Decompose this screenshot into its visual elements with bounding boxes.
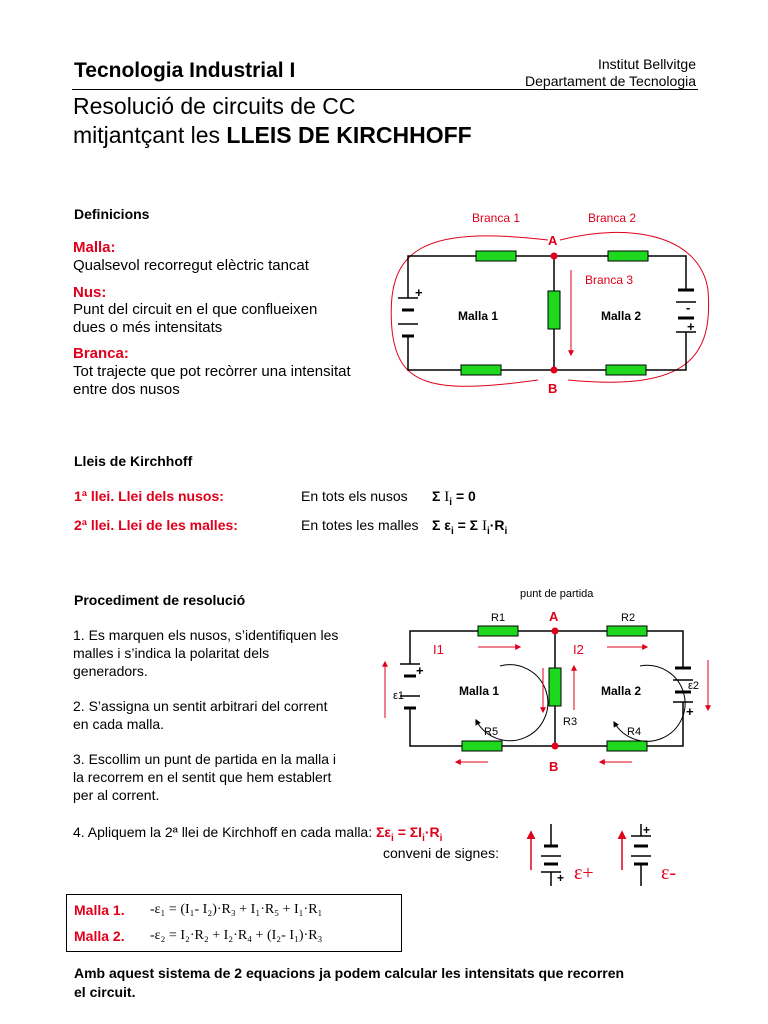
resistor-bottom-right [606, 365, 646, 375]
malla2-label-2: Malla 2 [601, 684, 642, 698]
battery-left-plus: + [415, 285, 423, 300]
node-b2-label: B [549, 759, 559, 774]
def-nus-1: Punt del circuit en el que conflueixen [73, 301, 318, 318]
conclusion-line1: Amb aquest sistema de 2 equacions ja podem calcular les intensitats que recorren [74, 965, 625, 981]
e1-plus: + [416, 663, 424, 678]
e2-label: ε2 [688, 680, 700, 692]
step3-line1: 3. Escollim un punt de partida en la malla i [73, 751, 337, 767]
wire-loop [408, 256, 686, 298]
subtitle-prefix: mitjantçant les [73, 122, 227, 148]
header-rule [72, 89, 698, 90]
resistor-top-left [476, 251, 516, 261]
node-a-label: A [548, 233, 558, 248]
r3-label: R3 [563, 716, 578, 728]
malla2-equation: -ε₂ = I₂·R₂ + I₂·R₄ + (I₂- I₁)·R₃ [150, 928, 323, 943]
step2-line2: en cada malla. [73, 716, 165, 732]
circuit-diagram-procedure [370, 584, 720, 780]
def-malla: Qualsevol recorregut elèctric tancat [73, 257, 309, 274]
sign-convention-diagram [515, 820, 715, 890]
eps-minus-battery-plus: + [643, 823, 651, 837]
procedure-heading: Procediment de resolució [74, 592, 246, 608]
def-nus-2: dues o més intensitats [73, 319, 223, 336]
laws-heading: Lleis de Kirchhoff [74, 453, 193, 469]
step1-line3: generadors. [73, 663, 148, 679]
subtitle-line2 [73, 121, 472, 150]
step4-line: 4. Apliquem la 2ª llei de Kirchhoff en cada malla: $\Sigma\varepsilon_i = \Sigma I_i\cdot R_i$ [73, 824, 443, 844]
malla2-eq-label: Malla 2. [74, 928, 125, 944]
conclusion-line2: el circuit. [74, 984, 136, 1000]
r2-label: R2 [621, 612, 636, 624]
node-a-dot [551, 253, 558, 260]
term-nus: Nus: [73, 284, 107, 301]
step1-line1: 1. Es marquen els nusos, s’identifiquen les [73, 627, 339, 643]
eps-plus-battery-plus: + [557, 871, 565, 885]
r4-label: R4 [627, 726, 642, 738]
e1-label: ε1 [393, 690, 405, 702]
node-b-dot [551, 367, 558, 374]
resistor-r3 [549, 668, 561, 706]
wire-loop-bottom [408, 332, 686, 370]
law2-text: En totes les malles [301, 517, 419, 533]
malla1-eq-label: Malla 1. [74, 902, 125, 918]
sign-convention-label: conveni de signes: [383, 845, 499, 861]
resistor-r2 [607, 626, 647, 636]
doc-title: Tecnologia Industrial I [74, 59, 296, 82]
e2-plus: + [686, 704, 694, 719]
start-point-label: punt de partida [520, 588, 594, 600]
law1-text: En tots els nusos [301, 488, 408, 504]
step3-line3: per al corrent. [73, 787, 160, 803]
resistor-middle [548, 291, 560, 329]
resistor-r1 [478, 626, 518, 636]
step1-line2: malles i s’indica la polaritat dels [73, 645, 270, 661]
malla2-label: Malla 2 [601, 309, 642, 323]
law2-formula: Σ $\varepsilon_i = \Sigma$ $I_i\cdot R_i$ [432, 517, 508, 537]
node-b-label: B [548, 381, 558, 396]
battery-right-plus: + [687, 319, 695, 334]
eps-plus-label: ε+ [574, 862, 594, 884]
step2-line1: 2. S’assigna un sentit arbitrari del corrent [73, 698, 328, 714]
malla1-label: Malla 1 [458, 309, 499, 323]
malla1-label-2: Malla 1 [459, 684, 500, 698]
definitions-heading: Definicions [74, 206, 150, 222]
law1-formula: Σ $I_i = 0$ [432, 488, 476, 508]
def-branca-1: Tot trajecte que pot recòrrer una intensitat [73, 363, 351, 380]
r1-label: R1 [491, 612, 506, 624]
term-branca: Branca: [73, 345, 129, 362]
branca2-label: Branca 2 [588, 211, 637, 225]
mesh2-loop-arrow [614, 665, 685, 741]
r5-label: R5 [484, 726, 499, 738]
law1-name: 1ª llei. Llei dels nusos: [74, 488, 224, 504]
circuit-diagram-definitions [380, 205, 720, 405]
department-name: Departament de Tecnologia [525, 73, 696, 89]
step3-line2: la recorrem en el sentit que hem establert [73, 769, 332, 785]
malla1-equation: -ε₁ = (I₁- I₂)·R₃ + I₁·R₅ + I₁·R₁ [150, 902, 323, 917]
resistor-r4 [607, 741, 647, 751]
i1-label: I1 [433, 642, 444, 657]
resistor-bottom-left [461, 365, 501, 375]
term-malla: Malla: [73, 239, 116, 256]
battery-right-minus: - [686, 300, 691, 315]
resistor-top-right [608, 251, 648, 261]
subtitle-bold: LLEIS DE KIRCHHOFF [226, 122, 472, 148]
branca1-label: Branca 1 [472, 211, 521, 225]
eps-minus-label: ε- [661, 862, 677, 884]
subtitle-line1: Resolució de circuits de CC [73, 93, 356, 119]
def-branca-2: entre dos nusos [73, 381, 180, 398]
resistor-r5 [462, 741, 502, 751]
institute-name: Institut Bellvitge [597, 56, 696, 72]
law2-name: 2ª llei. Llei de les malles: [74, 517, 238, 533]
node-a2-label: A [549, 609, 559, 624]
branca3-label: Branca 3 [585, 273, 634, 287]
i2-label: I2 [573, 642, 584, 657]
